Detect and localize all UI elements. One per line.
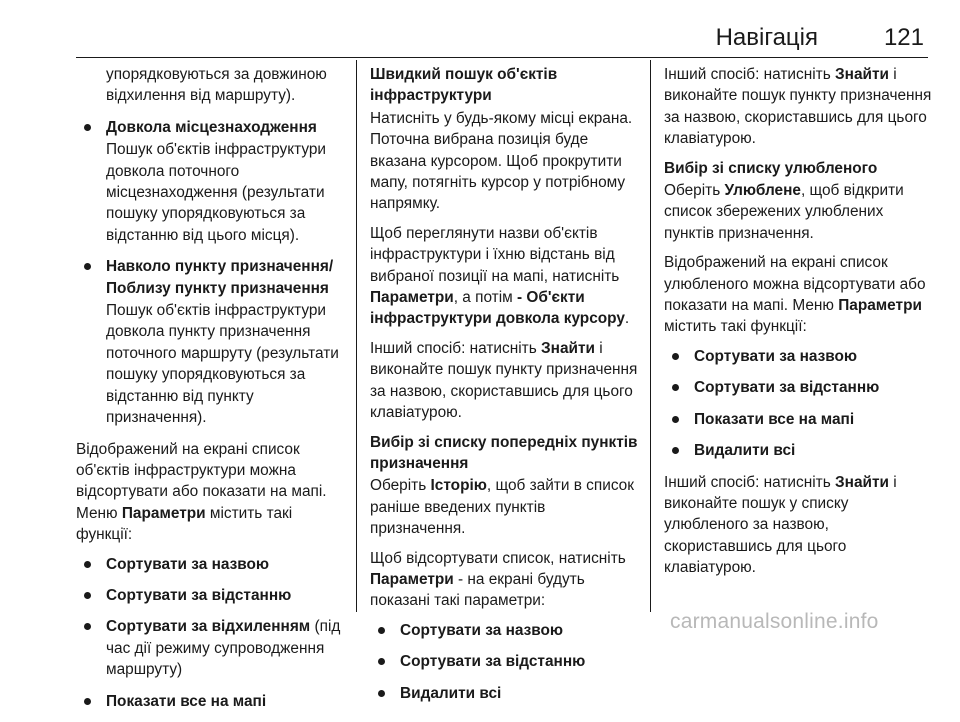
section-text: Натисніть у будь-якому місці екрана. Поточна вибрана позиція буде вказана курсором. Щоб прокрутити мапу, потягніть курсор у потрібному напрямку. bbox=[370, 109, 633, 213]
menu-term: Параметри bbox=[370, 570, 454, 588]
column-3 bbox=[664, 64, 932, 587]
text-run: Інший спосіб: натисніть bbox=[664, 66, 835, 83]
text-run: Відображений на екрані список улюбленого можна відсортувати або показати на мапі. Меню bbox=[664, 254, 926, 315]
list-item bbox=[76, 256, 352, 428]
text-run: Відображений на екрані список об'єктів інфраструктури можна відсортувати або показати на мапі. Меню bbox=[76, 440, 327, 522]
paragraph bbox=[370, 338, 642, 424]
text-run: Оберіть bbox=[664, 182, 725, 200]
list-item bbox=[370, 651, 642, 672]
option-label: Показати все на мапі bbox=[694, 410, 855, 428]
paragraph bbox=[370, 548, 642, 612]
bullet-description: Пошук об'єктів інфраструктури довкола поточного місцезнаходження (результати пошуку упорядковуються за відстанню від цього місця). bbox=[106, 141, 327, 244]
text-run: , а потім bbox=[453, 289, 518, 307]
menu-term: Історію bbox=[430, 477, 487, 495]
option-label: Видалити всі bbox=[694, 442, 796, 460]
section-heading: Швидкий пошук об'єктів інфраструктури bbox=[370, 66, 558, 105]
page-header bbox=[76, 0, 928, 58]
menu-term: Параметри bbox=[838, 297, 922, 315]
text-run: Інший спосіб: натисніть bbox=[664, 473, 835, 491]
list-item bbox=[76, 117, 352, 246]
header-divider bbox=[76, 57, 928, 58]
text-run: і виконайте пошук пункту призначення за назвою, скориставшись для цього клавіатурою. bbox=[664, 66, 932, 148]
option-note: (під час дії режиму супроводження маршруту) bbox=[106, 618, 341, 679]
menu-term: Параметри bbox=[121, 504, 206, 522]
text-run: Щоб відсортувати список, натисніть bbox=[370, 549, 626, 567]
menu-term: Знайти bbox=[835, 473, 889, 491]
bullet-description: Пошук об'єктів інфраструктури довкола пункту призначення поточного маршруту (результати пошуку упорядковуються за відстанню від пункту призначення). bbox=[106, 302, 339, 427]
section bbox=[664, 158, 932, 245]
menu-term: Параметри bbox=[370, 289, 454, 307]
bullet-title: Довкола місцезнаходження bbox=[106, 118, 317, 136]
section bbox=[370, 432, 642, 540]
menu-term: Знайти bbox=[835, 66, 889, 83]
list-item bbox=[664, 409, 932, 430]
option-label: Показати все на мапі bbox=[106, 692, 267, 710]
list-item bbox=[370, 683, 642, 704]
column-2 bbox=[370, 64, 642, 714]
text-run: , щоб зайти в список раніше введених пунктів призначення. bbox=[370, 477, 634, 538]
text-run: Інший спосіб: натисніть bbox=[370, 339, 541, 357]
list-item bbox=[76, 616, 352, 680]
option-label: Сортувати за назвою bbox=[400, 621, 564, 639]
column-divider-2 bbox=[650, 60, 651, 612]
menu-term: - Об'єкти інфраструктури довкола курсору bbox=[370, 289, 625, 328]
option-label: Сортувати за назвою bbox=[694, 347, 858, 365]
list-item bbox=[76, 554, 352, 575]
text-run: , щоб відкрити список збережених улюблених пунктів призначення. bbox=[664, 182, 904, 242]
list-item bbox=[664, 377, 932, 398]
option-label: Сортувати за відстанню bbox=[400, 653, 586, 671]
column-divider-1 bbox=[356, 60, 357, 612]
option-label: Сортувати за відстанню bbox=[694, 379, 880, 397]
paragraph bbox=[76, 439, 352, 546]
text-run: . bbox=[624, 310, 630, 328]
page-number: 121 bbox=[883, 24, 924, 51]
list-item bbox=[664, 346, 932, 367]
option-label: Сортувати за відхиленням bbox=[106, 618, 311, 636]
list-item bbox=[76, 585, 352, 606]
column-1 bbox=[76, 64, 352, 722]
option-label: Сортувати за назвою bbox=[106, 555, 270, 573]
list-item bbox=[664, 440, 932, 461]
paragraph bbox=[370, 223, 642, 330]
text-run: містить такі функції: bbox=[664, 318, 807, 336]
list-item bbox=[76, 691, 352, 712]
paragraph bbox=[664, 252, 932, 338]
list-item bbox=[370, 620, 642, 641]
menu-term: Улюблене bbox=[724, 182, 801, 200]
section-heading: Вибір зі списку попередніх пунктів призначення bbox=[370, 433, 638, 472]
menu-term: Знайти bbox=[541, 339, 595, 357]
option-label: Видалити всі bbox=[400, 684, 502, 702]
page-title: Навігація bbox=[715, 24, 818, 51]
bullet-title: Навколо пункту призначення/ Поблизу пункту призначення bbox=[106, 258, 334, 297]
section bbox=[370, 64, 642, 215]
text-run: і виконайте пошук у списку улюбленого за назвою, скориставшись для цього клавіатурою. bbox=[664, 473, 897, 577]
text-run: - на екрані будуть показані такі параметри: bbox=[370, 570, 585, 610]
watermark: carmanualsonline.info bbox=[670, 610, 879, 633]
paragraph bbox=[664, 64, 932, 150]
section-heading: Вибір зі списку улюбленого bbox=[664, 159, 878, 177]
text-run: Щоб переглянути назви об'єктів інфраструктури і їхню відстань від вибраної позиції на мапі, натисніть bbox=[370, 224, 620, 285]
text-run: і виконайте пошук пункту призначення за назвою, скориставшись для цього клавіатурою. bbox=[370, 339, 638, 422]
option-label: Сортувати за відстанню bbox=[106, 586, 292, 604]
continued-text: упорядковуються за довжиною відхилення від маршруту). bbox=[106, 66, 327, 105]
paragraph bbox=[664, 472, 932, 579]
text-run: Оберіть bbox=[370, 477, 431, 495]
text-run: містить такі функції: bbox=[76, 504, 293, 544]
